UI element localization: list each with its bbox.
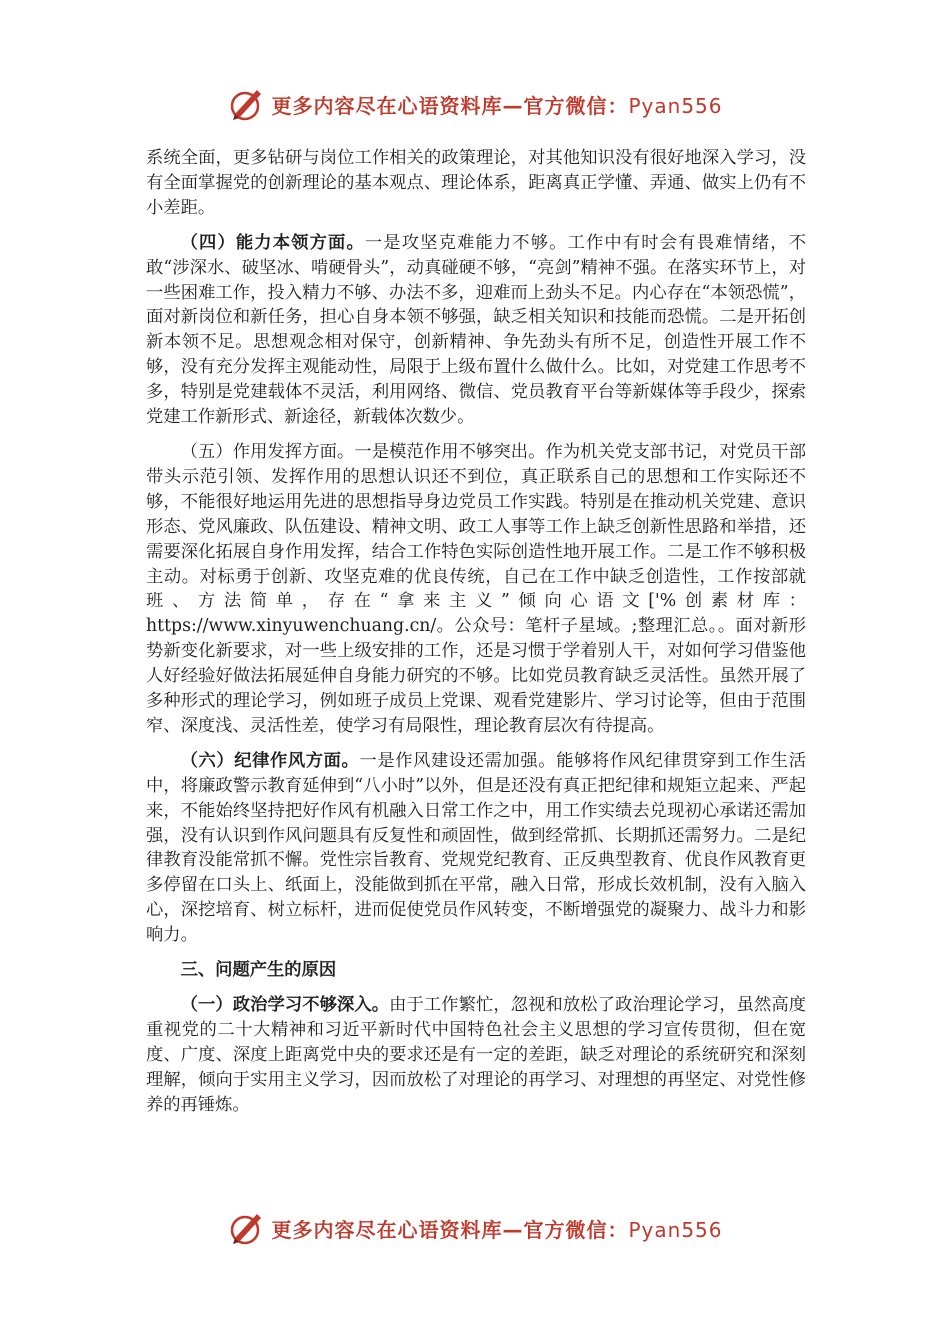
header-banner [0, 82, 950, 126]
pen-logo-icon [227, 84, 267, 124]
section-title-ability: （四）能力本领方面。 [180, 232, 365, 253]
wechat-id: Pyan556 [628, 1217, 723, 1242]
footer-banner [0, 1206, 950, 1250]
section-title-political-study: （一）政治学习不够深入。 [180, 995, 390, 1015]
banner-text: 更多内容尽在心语资料库—官方微信：Pyan556 [271, 93, 723, 118]
paragraph-discipline: （六）纪律作风方面。一是作风建设还需加强。能够将作风纪律贯穿到工作生活中，将廉政警示教育延伸到“八小时”以外，但是还没有真正把纪律和规矩立起来、严起来，不能始终坚持把好作风有机融入日常工作之中，用工作实绩去兑现初心承诺还需加强，没有认识到作风问题具有反复性和顽固性，做到经常抓、长期抓还需努力。二是纪律教育没能常抓不懈。党性宗旨教育、党规党纪教育、正反典型教育、优良作风教育更多停留在口头上、纸面上，没能做到抓在平常，融入日常，形成长效机制，没有入脑入心，深挖培育、树立标杆，进而促使党员作风转变，不断增强党的凝聚力、战斗力和影响力。 [146, 750, 806, 946]
paragraph-political-study: （一）政治学习不够深入。由于工作繁忙，忽视和放松了政治理论学习，虽然高度重视党的二十大精神和习近平新时代中国特色社会主义思想的学习宣传贯彻，但在宽度、广度、深度上距离党中央的要求还是有一定的差距，缺乏对理论的系统研究和深刻理解，倾向于实用主义学习，因而放松了对理论的再学习、对理想的再坚定、对党性修养的再锤炼。 [146, 995, 806, 1115]
wechat-id: Pyan556 [628, 93, 723, 118]
paragraph-ability: （四）能力本领方面。一是攻坚克难能力不够。工作中有时会有畏难情绪，不敢“涉深水、破坚冰、啃硬骨头”，动真碰硬不够，“亮剑”精神不强。在落实环节上，对一些困难工作，投入精力不够、办法不多，迎难而上劲头不足。内心存在“本领恐慌”，面对新岗位和新任务，担心自身本领不够强，缺乏相关知识和技能而恐慌。二是开拓创新本领不足。思想观念相对保守，创新精神、争先劲头有所不足，创造性开展工作不够，没有充分发挥主观能动性，局限于上级布置什么做什么。比如，对党建工作思考不多，特别是党建载体不灵活，利用网络、微信、党员教育平台等新媒体等手段少，探索党建工作新形式、新途径，新载体次数少。 [146, 232, 806, 428]
section-heading-causes: 三、问题产生的原因 [180, 960, 337, 981]
paragraph-continuation: 系统全面，更多钻研与岗位工作相关的政策理论，对其他知识没有很好地深入学习，没有全面掌握党的创新理论的基本观点、理论体系，距离真正学懂、弄通、做实上仍有不小差距。 [146, 148, 806, 218]
pen-logo-icon [227, 1208, 267, 1248]
section-title-discipline: （六）纪律作风方面。 [180, 750, 360, 771]
banner-text: 更多内容尽在心语资料库—官方微信：Pyan556 [271, 1217, 723, 1242]
paragraph-role: （五）作用发挥方面。一是模范作用不够突出。作为机关党支部书记，对党员干部带头示范引领、发挥作用的思想认识还不到位，真正联系自己的思想和工作实际还不够，不能很好地运用先进的思想指导身边党员工作实践。特别是在推动机关党建、意识形态、党风廉政、队伍建设、精神文明、政工人事等工作上缺乏创新性思路和举措，还需要深化拓展自身作用发挥，结合工作特色实际创造性地开展工作。二是工作不够积极主动。对标勇于创新、攻坚克难的优良传统，自己在工作中缺乏创造性，工作按部就班、方法简单，存在“拿来主义”倾向心语文['%创素材库：https://www.xinyuwenchuang.cn/。公众号：笔杆子星域。;整理汇总。。面对新形势新变化新要求，对一些上级安排的工作，还是习惯于学着别人干，对如何学习借鉴他人好经验好做法拓展延伸自身能力研究的不够。比如党员教育缺乏灵活性。虽然开展了多种形式的理论学习，例如班子成员上党课、观看党建影片、学习讨论等，但由于范围窄、深度浅、灵活性差，使学习有局限性，理论教育层次有待提高。 [146, 441, 806, 736]
document-body [146, 146, 806, 1128]
